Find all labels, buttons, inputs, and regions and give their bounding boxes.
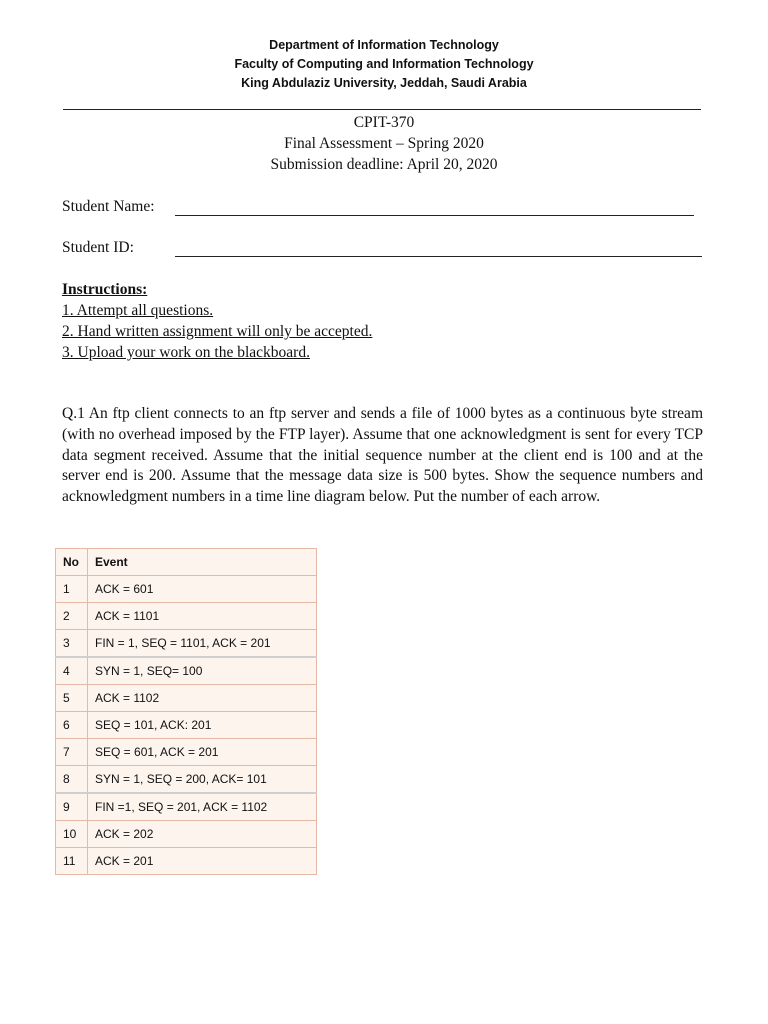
table-row: [56, 793, 317, 821]
row-number: 8: [56, 766, 88, 794]
row-event: ACK = 202: [88, 821, 317, 848]
table-row: [56, 685, 317, 712]
row-number: 11: [56, 848, 88, 875]
faculty-name: Faculty of Computing and Information Technology: [234, 57, 534, 71]
row-number: 2: [56, 603, 88, 630]
table-row: [56, 630, 317, 658]
document-header: [0, 36, 768, 93]
header-divider: [63, 109, 701, 110]
table-row: [56, 712, 317, 739]
assessment-title: Final Assessment – Spring 2020: [284, 135, 484, 152]
row-event: SEQ = 601, ACK = 201: [88, 739, 317, 766]
row-number: 4: [56, 657, 88, 685]
row-event: SYN = 1, SEQ= 100: [88, 657, 317, 685]
university-name: King Abdulaziz University, Jeddah, Saudi Arabia: [241, 76, 527, 90]
course-info: [0, 112, 768, 175]
row-number: 7: [56, 739, 88, 766]
row-number: 9: [56, 793, 88, 821]
row-number: 3: [56, 630, 88, 658]
table-header-row: [56, 549, 317, 576]
table-row: [56, 766, 317, 794]
table-row: [56, 657, 317, 685]
row-event: FIN = 1, SEQ = 1101, ACK = 201: [88, 630, 317, 658]
row-number: 6: [56, 712, 88, 739]
instruction-item: 1. Attempt all questions.: [62, 302, 214, 319]
course-code: CPIT-370: [353, 114, 415, 131]
department-name: Department of Information Technology: [269, 38, 499, 52]
instruction-item: 2. Hand written assignment will only be accepted.: [62, 323, 373, 340]
row-number: 1: [56, 576, 88, 603]
instruction-item: 3. Upload your work on the blackboard.: [62, 344, 310, 361]
events-table: [55, 548, 317, 875]
row-number: 5: [56, 685, 88, 712]
row-event: SYN = 1, SEQ = 200, ACK= 101: [88, 766, 317, 794]
table-row: [56, 576, 317, 603]
student-id-label: Student ID:: [62, 239, 134, 256]
row-event: ACK = 201: [88, 848, 317, 875]
table-row: [56, 848, 317, 875]
table-row: [56, 603, 317, 630]
student-name-label: Student Name:: [62, 198, 155, 215]
submission-deadline: Submission deadline: April 20, 2020: [270, 156, 498, 173]
header-event: Event: [88, 549, 317, 576]
table-row: [56, 739, 317, 766]
row-event: ACK = 1101: [88, 603, 317, 630]
row-event: ACK = 601: [88, 576, 317, 603]
instructions-block: [62, 279, 372, 363]
row-event: ACK = 1102: [88, 685, 317, 712]
row-event: SEQ = 101, ACK: 201: [88, 712, 317, 739]
row-event: FIN =1, SEQ = 201, ACK = 1102: [88, 793, 317, 821]
table-row: [56, 821, 317, 848]
student-name-line: [175, 215, 694, 216]
row-number: 10: [56, 821, 88, 848]
instructions-title: Instructions:: [62, 281, 148, 298]
question-text: Q.1 An ftp client connects to an ftp server and sends a file of 1000 bytes as a continuous byte stream (with no overhead imposed by the FTP layer). Assume that one acknowledgment is sent for every TCP data segment received. Assume that the initial sequence number at the client end is 100 and at the server end is 200. Assume that the message data size is 500 bytes. Show the sequence numbers and acknowledgment numbers in a time line diagram below. Put the number of each arrow.: [62, 405, 703, 506]
student-id-line: [175, 256, 702, 257]
header-no: No: [56, 549, 88, 576]
